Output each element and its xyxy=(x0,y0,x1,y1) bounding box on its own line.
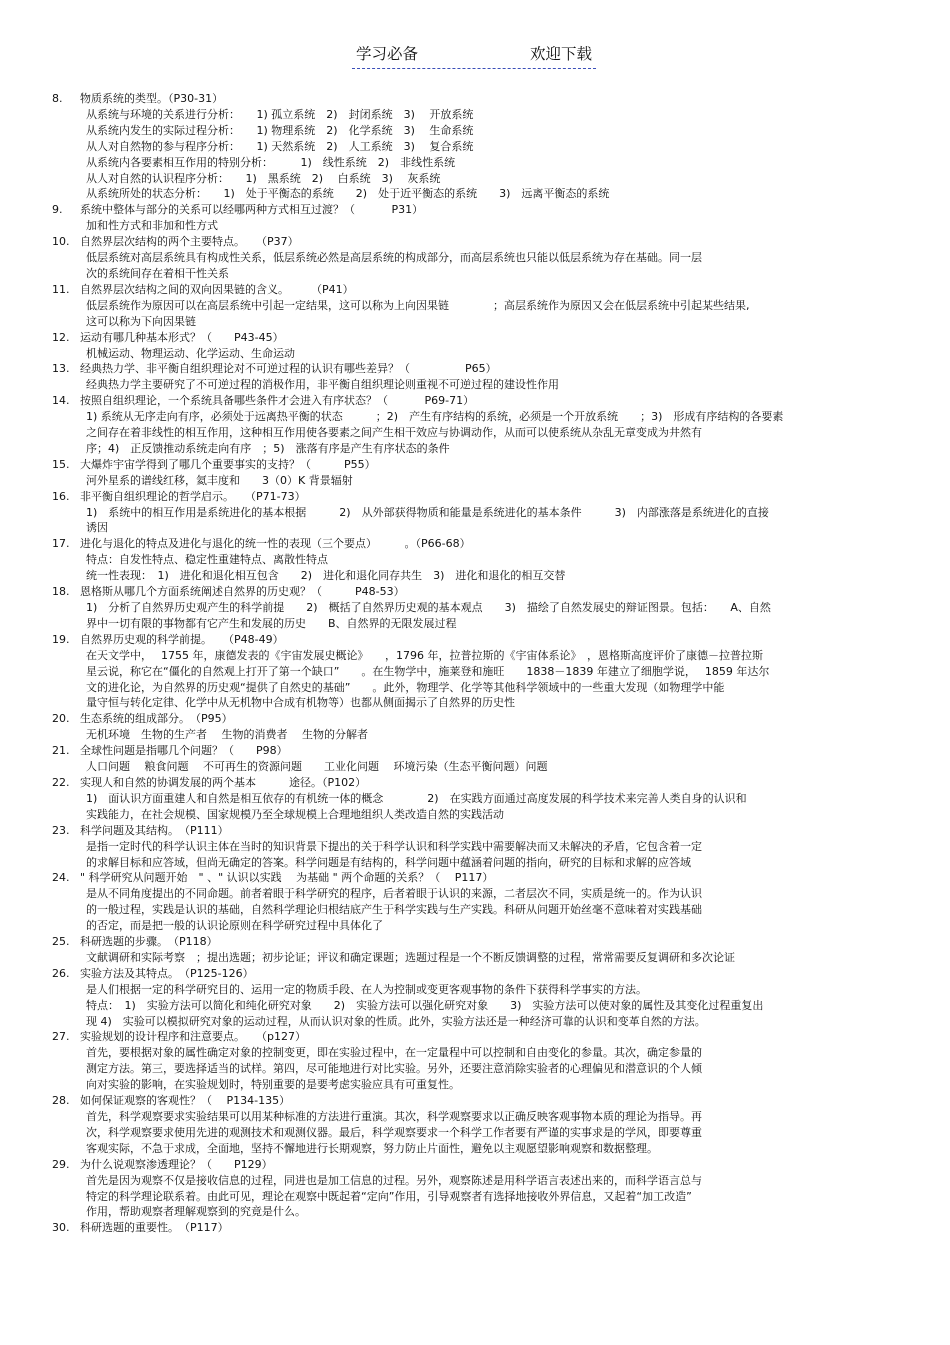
answer-line: 实践能力，在社会规模、国家规模乃至全球规模上合理地组织人类改造自然的实践活动 xyxy=(86,807,504,821)
question-item xyxy=(52,282,902,330)
answer-line: 特点： 1) 实验方法可以简化和纯化研究对象 2) 实验方法可以强化研究对象 3) 实验方法可以使对象的属性及其变化过程重复出 xyxy=(86,998,764,1012)
question-number: 28. xyxy=(52,1094,70,1108)
answer-line: 无机环境 生物的生产者 生物的消费者 生物的分解者 xyxy=(86,728,368,742)
answer-line: 这可以称为下向因果链 xyxy=(86,314,196,328)
question-text: 物质系统的类型。（P30-31） xyxy=(80,92,224,105)
answer-line: 的否定，而是把一般的认识论原则在科学研究过程中具体化了 xyxy=(86,919,383,933)
question-item xyxy=(52,393,902,457)
question-item xyxy=(52,632,902,712)
question-item xyxy=(52,536,902,584)
answer-line: 界中一切有限的事物都有它产生和发展的历史 B、自然界的无限发展过程 xyxy=(86,616,457,630)
question-number: 8. xyxy=(52,92,63,105)
question-line xyxy=(52,632,902,648)
answer-line: 向对实验的影响，在实验规划时，特别重要的是要考虑实验应具有可重复性。 xyxy=(86,1078,460,1092)
question-item xyxy=(52,870,902,934)
question-item xyxy=(52,457,902,489)
question-number: 15. xyxy=(52,457,70,471)
question-text: 自然界层次结构的两个主要特点。 （P37） xyxy=(80,235,299,249)
question-number: 26. xyxy=(52,966,70,980)
question-line xyxy=(52,202,902,218)
answer-line: 人口问题 粮食问题 不可再生的资源问题 工业化问题 环境污染（生态平衡问题）问题 xyxy=(86,760,548,774)
answer-line: 的一般过程，实践是认识的基础，自然科学理论归根结底产生于科学实践与生产实践。科研从问题开始丝毫不意味着对实践基础 xyxy=(86,903,702,917)
question-text: 生态系统的组成部分。 （P95） xyxy=(80,712,233,726)
question-line xyxy=(52,934,902,950)
answer-line: 1) 分析了自然界历史观产生的科学前提 2) 概括了自然界历史观的基本观点 3) 描绘了自然发展史的辩证图景。包括： A、自然 xyxy=(86,601,771,614)
answer-line: 首先，要根据对象的属性确定对象的控制变更，即在实验过程中，在一定量程中可以控制和自由变化的参量。其次，确定参量的 xyxy=(86,1046,702,1060)
question-text: 经典热力学、非平衡自组织理论对不可逆过程的认识有哪些差异？（ P65） xyxy=(80,362,497,376)
question-number: 25. xyxy=(52,935,70,949)
question-item xyxy=(52,775,902,823)
answer-line: 是指一定时代的科学认识主体在当时的知识背景下提出的关于科学认识和科学实践中需要解决而又未解决的矛盾，它包含着一定 xyxy=(86,839,702,853)
question-text: 全球性问题是指哪几个问题？（ P98） xyxy=(80,744,288,758)
question-line xyxy=(52,330,902,346)
question-number: 18. xyxy=(52,585,70,599)
question-line xyxy=(52,870,902,886)
question-item xyxy=(52,1029,902,1093)
answer-line: 低层系统作为原因可以在高层系统中引起一定结果，这可以称为上向因果链 ；高层系统作为原因又会在低层系统中引起某些结果, xyxy=(86,298,750,312)
question-line xyxy=(52,775,902,791)
question-text: " 科学研究从问题开始 " 、" 认识以实践 为基础 " 两个命题的关系？（ P117） xyxy=(80,871,494,885)
answer-line: 特定的科学理论联系着。由此可见，理论在观察中既起着“定向”作用，引导观察者有选择地接收外界信息，又起着“加工改造” xyxy=(86,1189,692,1203)
question-line xyxy=(52,711,902,727)
answer-line: 客观实际，不急于求成，全面地，坚持不懈地进行长期观察，努力防止片面性，避免以主观愿望影响观察和数据整理。 xyxy=(86,1141,658,1155)
question-number: 20. xyxy=(52,712,70,726)
answer-line: 从系统内发生的实际过程分析： 1) 物理系统 2) 化学系统 3) 生命系统 xyxy=(86,123,474,137)
question-number: 22. xyxy=(52,775,70,789)
answer-line: 首先是因为观察不仅是接收信息的过程，同进也是加工信息的过程。另外，观察陈述是用科学语言表述出来的，而科学语言总与 xyxy=(86,1173,702,1187)
answer-line: 序；4) 正反馈推动系统走向有序 ；5) 涨落有序是产生有序状态的条件 xyxy=(86,441,450,455)
page-header xyxy=(352,40,596,69)
answer-line: 从人对自然物的参与程序分析： 1) 天然系统 2) 人工系统 3) 复合系统 xyxy=(86,139,474,153)
question-line xyxy=(52,361,902,377)
header-left-text: 学习必备 xyxy=(356,45,419,63)
question-text: 为什么说观察渗透理论？（ P129） xyxy=(80,1157,273,1171)
question-number: 21. xyxy=(52,744,70,758)
question-text: 科研选题的重要性。 （P117） xyxy=(80,1221,229,1235)
question-line xyxy=(52,1157,902,1173)
answer-line: 1) 面认识方面重建人和自然是相互依存的有机统一体的概念 2) 在实践方面通过高度发展的科学技术来完善人类自身的认识和 xyxy=(86,791,747,805)
answer-line: 现 4) 实验可以模拟研究对象的运动过程，从而认识对象的性质。此外，实验方法还是一种经济可靠的认识和变革自然的方法。 xyxy=(86,1014,706,1028)
question-item xyxy=(52,330,902,362)
question-text: 自然界历史观的科学前提。 （P48-49） xyxy=(80,632,284,646)
answer-line: 加和性方式和非加和性方式 xyxy=(86,219,218,233)
answer-line: 是从不同角度提出的不同命题。前者着眼于科学研究的程序，后者着眼于认识的来源，二者层次不同，实质是统一的。作为认识 xyxy=(86,887,702,901)
answer-line: 1) 系统从无序走向有序，必须处于远离热平衡的状态 ；2) 产生有序结构的系统，必须是一个开放系统 ；3) 形成有序结构的各要素 xyxy=(86,410,784,424)
question-text: 进化与退化的特点及进化与退化的统一性的表现（三个要点） 。（P66-68） xyxy=(80,537,471,551)
answer-line: 星云说，称它在“僵化的自然观上打开了第一个缺口” 。在生物学中，施莱登和施旺 1838－1839 年建立了细胞学说， 1859 年达尔 xyxy=(86,664,770,678)
question-text: 大爆炸宇宙学得到了哪几个重要事实的支持？（ P55） xyxy=(80,457,376,471)
question-number: 9. xyxy=(52,203,63,217)
answer-line: 之间存在着非线性的相互作用，这种相互作用使各要素之间产生相干效应与协调动作，从而可以使系统从杂乱无章变成为井然有 xyxy=(86,426,702,440)
question-line xyxy=(52,457,902,473)
question-text: 科学问题及其结构。 （P111） xyxy=(80,823,229,837)
question-number: 19. xyxy=(52,632,70,646)
question-item xyxy=(52,202,902,234)
qa-list xyxy=(52,91,902,1236)
question-item xyxy=(52,1157,902,1221)
question-text: 运动有哪几种基本形式？（ P43-45） xyxy=(80,330,284,344)
question-line xyxy=(52,1220,902,1236)
question-number: 23. xyxy=(52,823,70,837)
answer-line: 的求解目标和应答域，但尚无确定的答案。科学问题是有结构的，科学问题中蕴涵着问题的指向，研究的目标和求解的应答域 xyxy=(86,855,691,869)
question-line xyxy=(52,489,902,505)
answer-line: 诱因 xyxy=(86,521,108,535)
question-line xyxy=(52,1029,902,1045)
answer-line: 文献调研和实际考察 ；提出选题；初步论证；评议和确定课题；选题过程是一个不断反馈调整的过程，常常需要反复调研和多次论证 xyxy=(86,950,735,964)
answer-line: 从系统内各要素相互作用的特别分析： 1) 线性系统 2) 非线性系统 xyxy=(86,155,456,169)
answer-line: 特点：自发性特点、稳定性重建特点、离散性特点 xyxy=(86,553,328,567)
question-number: 16. xyxy=(52,489,70,503)
question-item xyxy=(52,711,902,743)
answer-line: 从系统所处的状态分析： 1) 处于平衡态的系统 2) 处于近平衡态的系统 3) 远离平衡态的系统 xyxy=(86,187,610,201)
answer-line: 从人对自然的认识程序分析： 1) 黑系统 2) 白系统 3) 灰系统 xyxy=(86,171,441,185)
question-line xyxy=(52,584,902,600)
question-item xyxy=(52,234,902,282)
question-item xyxy=(52,91,902,202)
question-number: 27. xyxy=(52,1030,70,1044)
answer-line: 测定方法。第三，要选择适当的试样。第四，尽可能地进行对比实验。另外，还要注意消除实验者的心理偏见和潜意识的个人倾 xyxy=(86,1062,702,1076)
question-number: 30. xyxy=(52,1221,70,1235)
answer-line: 文的进化论，为自然界的历史观“提供了自然史的基础” 。此外，物理学、化学等其他科学领域中的一些重大发现（如物理学中能 xyxy=(86,680,725,694)
question-line xyxy=(52,823,902,839)
question-number: 12. xyxy=(52,330,70,344)
question-item xyxy=(52,823,902,871)
question-text: 系统中整体与部分的关系可以经哪两种方式相互过渡？（ P31） xyxy=(80,203,424,217)
question-number: 14. xyxy=(52,394,70,408)
question-line xyxy=(52,393,902,409)
answer-line: 从系统与环境的关系进行分析： 1) 孤立系统 2) 封闭系统 3) 开放系统 xyxy=(86,107,474,121)
question-number: 10. xyxy=(52,235,70,249)
question-item xyxy=(52,489,902,537)
question-text: 实验规划的设计程序和注意要点。 （p127） xyxy=(80,1030,306,1044)
answer-line: 经典热力学主要研究了不可逆过程的消极作用，非平衡自组织理论则重视不可逆过程的建设性作用 xyxy=(86,378,559,392)
question-text: 按照自组织理论，一个系统具备哪些条件才会进入有序状态？（ P69-71） xyxy=(80,394,475,408)
question-text: 如何保证观察的客观性？（ P134-135） xyxy=(80,1094,291,1108)
question-number: 11. xyxy=(52,282,70,296)
question-item xyxy=(52,743,902,775)
answer-line: 河外星系的谱线红移，氦丰度和 3（0）K 背景辐射 xyxy=(86,473,353,487)
question-number: 24. xyxy=(52,871,70,885)
question-line xyxy=(52,1093,902,1109)
question-line xyxy=(52,536,902,552)
answer-line: 统一性表现： 1) 进化和退化相互包含 2) 进化和退化同存共生 3) 进化和退化的相互交替 xyxy=(86,569,566,583)
question-line xyxy=(52,743,902,759)
question-text: 非平衡自组织理论的哲学启示。 （P71-73） xyxy=(80,489,306,503)
question-line xyxy=(52,966,902,982)
question-text: 实现人和自然的协调发展的两个基本 途径。（P102） xyxy=(80,775,367,789)
answer-line: 首先，科学观察要求实验结果可以用某种标准的方法进行重演。其次，科学观察要求以正确反映客观事物本质的理论为指导。再 xyxy=(86,1110,702,1123)
question-line xyxy=(52,91,902,107)
question-item xyxy=(52,966,902,1030)
answer-line: 1) 系统中的相互作用是系统进化的基本根据 2) 从外部获得物质和能量是系统进化的基本条件 3) 内部涨落是系统进化的直接 xyxy=(86,505,769,519)
answer-line: 机械运动、物理运动、化学运动、生命运动 xyxy=(86,346,295,360)
question-text: 自然界层次结构之间的双向因果链的含义。 （P41） xyxy=(80,282,354,296)
question-number: 17. xyxy=(52,537,70,551)
question-text: 科研选题的步骤。 （P118） xyxy=(80,935,218,949)
question-number: 29. xyxy=(52,1157,70,1171)
answer-line: 低层系统对高层系统具有构成性关系，低层系统必然是高层系统的构成部分，而高层系统也只能以低层系统为存在基础。同一层 xyxy=(86,251,702,265)
answer-line: 次，科学观察要求使用先进的观测技术和观测仪器。最后，科学观察要求一个科学工作者要有严谨的实事求是的学风，即要尊重 xyxy=(86,1125,702,1139)
answer-line: 作用，帮助观察者理解观察到的究竟是什么。 xyxy=(86,1205,306,1219)
question-item xyxy=(52,934,902,966)
answer-line: 是人们根据一定的科学研究目的、运用一定的物质手段、在人为控制或变更客观事物的条件下获得科学事实的方法。 xyxy=(86,982,647,996)
answer-line: 次的系统间存在着相干性关系 xyxy=(86,266,229,280)
question-item xyxy=(52,584,902,632)
answer-line: 在天文学中， 1755 年，康德发表的《宇宙发展史概论》 ，1796 年，拉普拉斯的《宇宙体系论》 ，恩格斯高度评价了康德－拉普拉斯 xyxy=(86,648,763,662)
question-item xyxy=(52,1093,902,1157)
header-right-text: 欢迎下载 xyxy=(529,45,592,63)
question-line xyxy=(52,234,902,250)
question-item xyxy=(52,361,902,393)
question-text: 实验方法及其特点。 （P125-126） xyxy=(80,966,254,980)
question-item xyxy=(52,1220,902,1236)
question-number: 13. xyxy=(52,362,70,376)
question-line xyxy=(52,282,902,298)
answer-line: 量守恒与转化定律、化学中从无机物中合成有机物等）也都从侧面揭示了自然界的历史性 xyxy=(86,696,515,710)
question-text: 恩格斯从哪几个方面系统阐述自然界的历史观？（ P48-53） xyxy=(80,585,405,599)
